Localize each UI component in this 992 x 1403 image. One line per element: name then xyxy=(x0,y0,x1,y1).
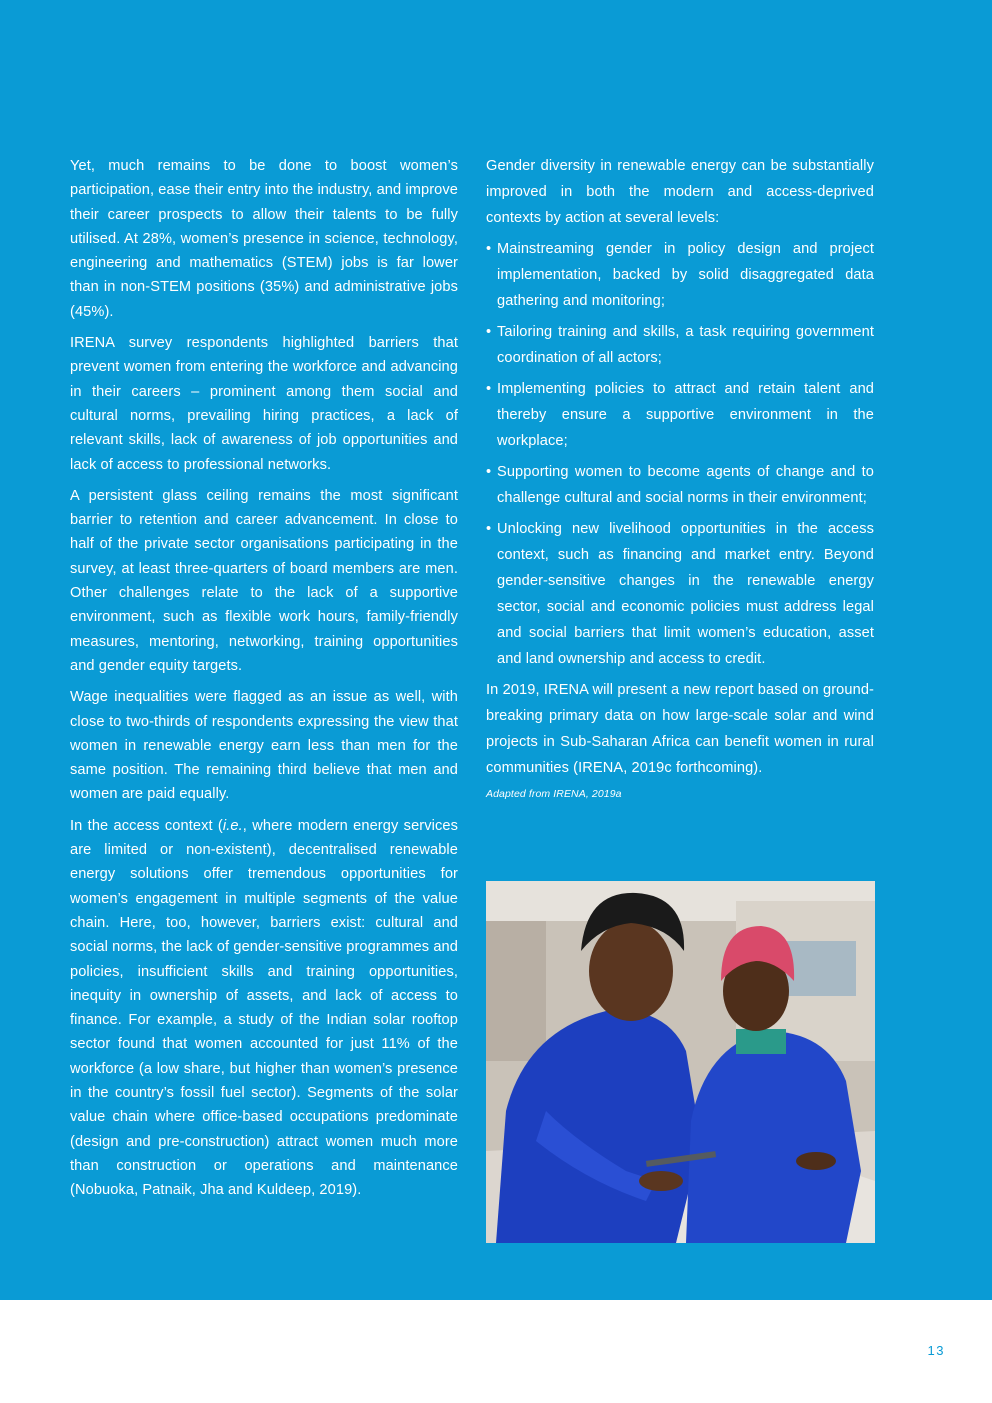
paragraph-glass-ceiling: A persistent glass ceiling remains the most significant barrier to retention and career advancement. In close to half of the private sector organisations participating in the survey, at least three-quarters of board members are men. Other challenges relate to the lack of a supportive environment, such as flexible work hours, family-friendly measures, mentoring, networking, training opportunities and gender equity targets. xyxy=(70,487,458,674)
paragraph-gender-diversity-intro: Gender diversity in renewable energy can be substantially improved in both the modern and access-deprived contexts by action at several levels: xyxy=(486,158,874,226)
bullet-dot: • xyxy=(486,324,492,340)
paragraph-irena-2019-report: In 2019, IRENA will present a new report based on ground-breaking primary data on how large-scale solar and wind projects in Sub-Saharan Africa can benefit women in rural communities (IRENA, 2019c forthcoming). xyxy=(486,682,874,776)
left-text-column xyxy=(70,154,458,1209)
paragraph-wage-inequalities: Wage inequalities were flagged as an issue as well, with close to two-thirds of respondents expressing the view that women in renewable energy earn less than men for the same position. The remaining third believe that men and women are paid equally. xyxy=(70,689,458,803)
bullet-dot: • xyxy=(486,241,492,257)
bullet-dot: • xyxy=(486,381,492,397)
access-context-italic: i.e. xyxy=(222,817,243,834)
photo-right-person-hand xyxy=(796,1152,836,1170)
paragraph-stem-participation: Yet, much remains to be done to boost women’s participation, ease their entry into the industry, and improve their career prospects to allow their talents to be fully utilised. At 28%, women’s presence in science, technology, engineering and mathematics (STEM) jobs is far lower than in non-STEM positions (35%) and administrative jobs (45%). xyxy=(70,158,459,320)
bullet-item xyxy=(486,376,874,454)
action-bullet-list xyxy=(486,236,874,672)
right-text-column xyxy=(486,153,874,806)
photo-right-person-scarf xyxy=(736,1029,786,1054)
photo-left-person-hand xyxy=(639,1171,683,1191)
source-citation: Adapted from IRENA, 2019a xyxy=(486,788,622,800)
bullet-text: Supporting women to become agents of change and to challenge cultural and social norms in their environment; xyxy=(497,464,874,506)
bullet-text: Implementing policies to attract and retain talent and thereby ensure a supportive environment in the workplace; xyxy=(497,381,874,449)
photo-left-person-face xyxy=(589,921,673,1021)
bullet-dot: • xyxy=(486,521,492,537)
bullet-item xyxy=(486,319,874,371)
access-context-start: In the access context ( xyxy=(70,817,223,834)
photo-left-wall xyxy=(486,921,546,1061)
bullet-item xyxy=(486,459,874,511)
paragraph-access-context xyxy=(70,814,458,1203)
page-number: 13 xyxy=(927,1343,945,1358)
bullet-item xyxy=(486,516,874,672)
bullet-text: Mainstreaming gender in policy design and project implementation, backed by solid disaggregated data gathering and monitoring; xyxy=(497,241,874,309)
bullet-item xyxy=(486,236,874,314)
paragraph-survey-barriers: IRENA survey respondents highlighted barriers that prevent women from entering the workforce and advancing in their careers – prominent among them social and cultural norms, prevailing hiring practices, a lack of relevant skills, lack of awareness of job opportunities and lack of access to professional networks. xyxy=(70,335,458,473)
photo-window xyxy=(786,941,856,996)
access-context-rest: , where modern energy services are limited or non-existent), decentralised renewable energy solutions offer tremendous opportunities for women’s engagement in multiple segments of the value chain. Here, too, however, barriers exist: cultural and social norms, the lack of gender-sensitive programmes and policies, insufficient skills and training opportunities, inequity in ownership of assets, and lack of access to finance. For example, a study of the Indian solar rooftop sector found that women accounted for just 11% of the workforce (a low share, but higher than women’s presence in the country’s fossil fuel sector). Segments of the solar value chain where office-based occupations predominate (design and pre-construction) attract women much more than construction or operations and maintenance (Nobuoka, Patnaik, Jha and Kuldeep, 2019). xyxy=(70,817,458,1199)
workshop-photo xyxy=(486,881,875,1243)
bullet-text: Tailoring training and skills, a task requiring government coordination of all actors; xyxy=(497,324,874,366)
bullet-text: Unlocking new livelihood opportunities in the access context, such as financing and market entry. Beyond gender-sensitive changes in the renewable energy sector, social and economic policies must address legal and social barriers that limit women’s education, asset and land ownership and access to credit. xyxy=(497,521,874,667)
bullet-dot: • xyxy=(486,464,492,480)
workshop-photo-illustration xyxy=(486,881,875,1243)
